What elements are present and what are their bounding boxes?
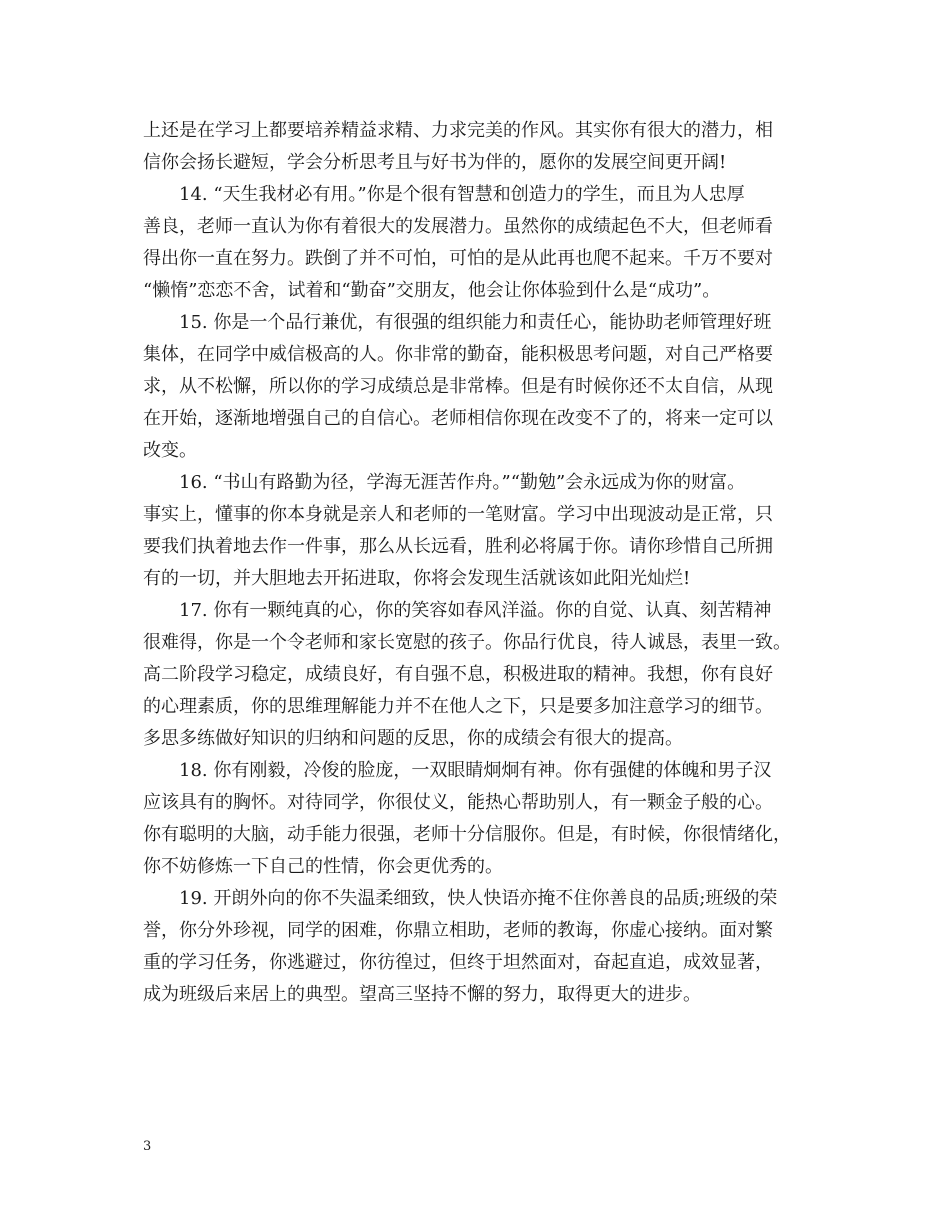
text-line: 16. “书山有路勤为径，学海无涯苦作舟。”“勤勉”会永远成为你的财富。 xyxy=(179,472,746,493)
text-line: 18. 你有刚毅，冷俊的脸庞，一双眼睛炯炯有神。你有强健的体魄和男子汉 xyxy=(179,760,772,781)
text-line: “懒惰”恋恋不舍，试着和“勤奋”交朋友，他会让你体验到什么是“成功”。 xyxy=(143,280,721,301)
text-line: 17. 你有一颗纯真的心，你的笑容如春风洋溢。你的自觉、认真、刻苦精神 xyxy=(179,600,772,621)
text-line: 多思多练做好知识的归纳和问题的反思，你的成绩会有很大的提高。 xyxy=(143,728,683,749)
text-line: 很难得，你是一个令老师和家长宽慰的孩子。你品行优良，待人诚恳，表里一致。 xyxy=(143,632,791,653)
paragraph-16 xyxy=(143,467,813,595)
text-line: 的心理素质，你的思维理解能力并不在他人之下，只是要多加注意学习的细节。 xyxy=(143,696,773,717)
text-line: 19. 开朗外向的你不失温柔细致，快人快语亦掩不住你善良的品质;班级的荣 xyxy=(179,888,778,909)
text-line: 高二阶段学习稳定，成绩良好，有自强不息，积极进取的精神。我想，你有良好 xyxy=(143,664,773,685)
text-line: 要我们执着地去作一件事，那么从长远看，胜利必将属于你。请你珍惜自己所拥 xyxy=(143,536,773,557)
text-line: 有的一切，并大胆地去开拓进取，你将会发现生活就该如此阳光灿烂! xyxy=(143,568,691,589)
text-line: 你不妨修炼一下自己的性情，你会更优秀的。 xyxy=(143,856,503,877)
text-line: 在开始，逐渐地增强自己的自信心。老师相信你现在改变不了的，将来一定可以 xyxy=(143,408,773,429)
paragraph-continuation xyxy=(143,115,813,179)
text-line: 求，从不松懈，所以你的学习成绩总是非常棒。但是有时候你还不太自信，从现 xyxy=(143,376,773,397)
text-line: 14. “天生我材必有用。”你是个很有智慧和创造力的学生，而且为人忠厚 xyxy=(179,184,745,205)
text-line: 应该具有的胸怀。对待同学，你很仗义，能热心帮助别人，有一颗金子般的心。 xyxy=(143,792,773,813)
text-line: 集体，在同学中威信极高的人。你非常的勤奋，能积极思考问题，对自己严格要 xyxy=(143,344,773,365)
text-line: 誉，你分外珍视，同学的困难，你鼎立相助，老师的教诲，你虚心接纳。面对繁 xyxy=(143,920,773,941)
text-line: 你有聪明的大脑，动手能力很强，老师十分信服你。但是，有时候，你很情绪化， xyxy=(143,824,791,845)
text-line: 得出你一直在努力。跌倒了并不可怕，可怕的是从此再也爬不起来。千万不要对 xyxy=(143,248,773,269)
paragraph-15 xyxy=(143,307,813,467)
paragraph-17 xyxy=(143,595,813,755)
text-line: 改变。 xyxy=(143,440,197,461)
page-number: 3 xyxy=(143,1139,152,1154)
paragraph-18 xyxy=(143,755,813,883)
text-line: 善良，老师一直认为你有着很大的发展潜力。虽然你的成绩起色不大，但老师看 xyxy=(143,216,773,237)
text-line: 事实上，懂事的你本身就是亲人和老师的一笔财富。学习中出现波动是正常，只 xyxy=(143,504,773,525)
paragraph-19 xyxy=(143,883,813,1011)
text-line: 信你会扬长避短，学会分析思考且与好书为伴的，愿你的发展空间更开阔! xyxy=(143,152,727,173)
text-line: 重的学习任务，你逃避过，你彷徨过，但终于坦然面对，奋起直追，成效显著， xyxy=(143,952,773,973)
text-line: 上还是在学习上都要培养精益求精、力求完美的作风。其实你有很大的潜力，相 xyxy=(143,120,773,141)
document-body xyxy=(143,115,813,1011)
text-line: 成为班级后来居上的典型。望高三坚持不懈的努力，取得更大的进步。 xyxy=(143,984,701,1005)
text-line: 15. 你是一个品行兼优，有很强的组织能力和责任心，能协助老师管理好班 xyxy=(179,312,772,333)
paragraph-14 xyxy=(143,179,813,307)
